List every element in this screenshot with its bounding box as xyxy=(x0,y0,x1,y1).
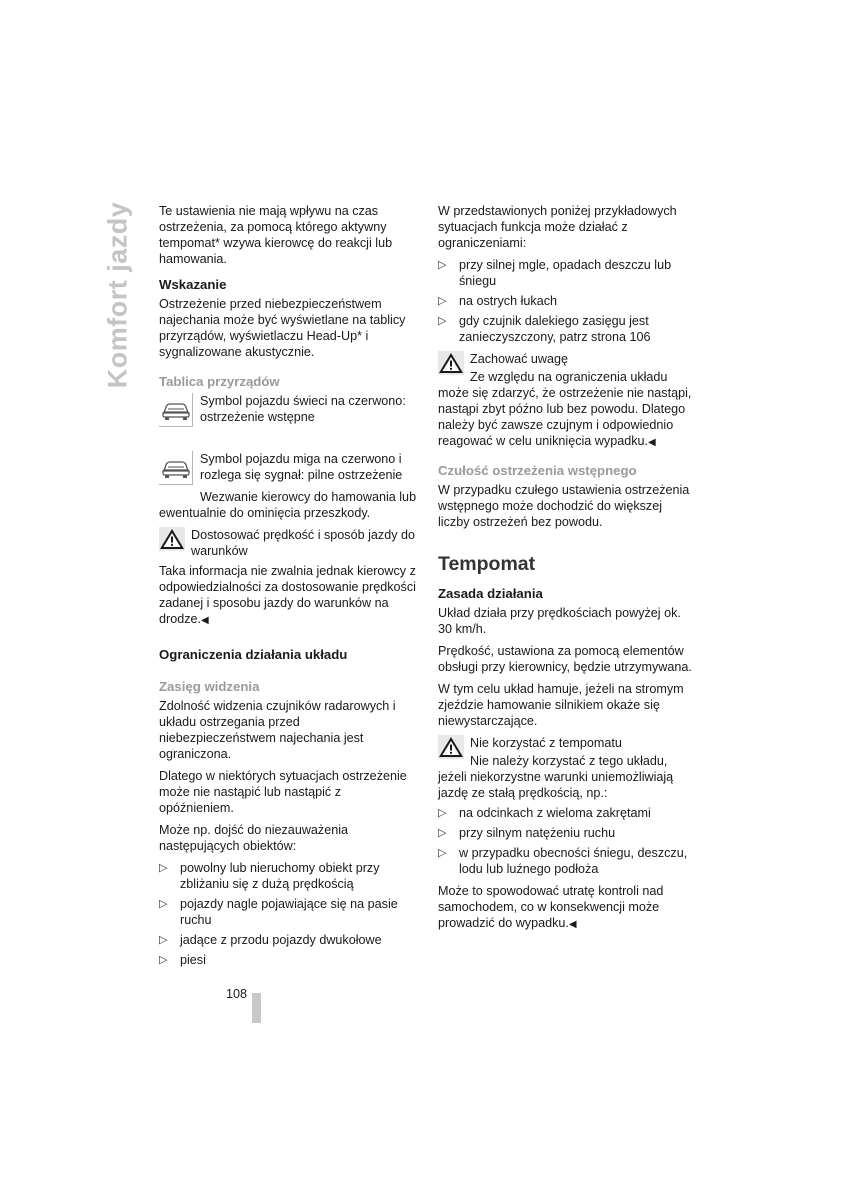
warning-triangle-icon xyxy=(159,527,185,551)
bullet-icon: ▷ xyxy=(438,315,447,327)
ograniczenia-heading: Ograniczenia działania układu xyxy=(159,647,348,662)
symbol-steady-text: Symbol pojazdu świeci na czerwono: ostrzeżenie wstępne xyxy=(200,394,406,424)
attention-warning-title: Zachować uwagę xyxy=(470,352,569,366)
bullet-icon: ▷ xyxy=(438,259,447,271)
page-marker-bar xyxy=(252,993,261,1023)
warning-triangle-icon xyxy=(438,735,464,759)
taka-paragraph xyxy=(159,563,417,629)
bullet-icon: ▷ xyxy=(159,898,168,910)
bullet-icon: ▷ xyxy=(159,862,168,874)
zasada-heading: Zasada działania xyxy=(438,586,543,601)
list-item: ▷ na ostrych łukach xyxy=(438,294,558,308)
left-column xyxy=(159,203,417,974)
car-warning-icon xyxy=(159,393,193,427)
speed-warning-note xyxy=(159,527,417,559)
right-intro-paragraph: W przedstawionych poniżej przykładowych sytuacjach funkcja może działać z ograniczeniami: xyxy=(438,204,677,250)
symbol-steady-row xyxy=(159,393,417,429)
list-item: ▷ jadące z przodu pojazdy dwukołowe xyxy=(159,933,382,947)
bullet-icon: ▷ xyxy=(438,807,447,819)
list-item: ▷ powolny lub nieruchomy obiekt przy zbliżaniu się z dużą prędkością xyxy=(159,861,380,891)
list-item: ▷ gdy czujnik dalekiego zasięgu jest zanieczyszczony, patrz strona 106 xyxy=(438,314,651,344)
wskazanie-heading: Wskazanie xyxy=(159,277,227,292)
objects-list xyxy=(159,860,417,968)
tempomat-warning-body: Nie należy korzystać z tego układu, jeżeli niekorzystne warunki uniemożliwiają jazdę ze stałą prędkością, np.: xyxy=(438,754,674,800)
zasieg-paragraph: Zdolność widzenia czujników radarowych i układu ostrzegania przed niebezpieczeństwem najechania jest ograniczona. xyxy=(159,699,396,761)
bullet-icon: ▷ xyxy=(159,954,168,966)
attention-warning-note xyxy=(438,351,696,451)
hamuje-paragraph: W tym celu układ hamuje, jeżeli na stromym zjeździe hamowanie silnikiem okaże się niewystarczające. xyxy=(438,682,684,728)
right-column xyxy=(438,203,696,939)
end-marker: ◀ xyxy=(568,919,577,930)
page-number: 108 xyxy=(226,987,248,1001)
speed-warning-title: Dostosować prędkość i sposób jazdy do xyxy=(191,528,416,542)
intro-paragraph: Te ustawienia nie mają wpływu na czas ostrzeżenia, za pomocą którego aktywny tempomat* wzywa kierowcę do reakcji lub hamowania. xyxy=(159,204,393,266)
czulosc-heading: Czułość ostrzeżenia wstępnego xyxy=(438,463,637,478)
bullet-icon: ▷ xyxy=(438,847,447,859)
list-item: ▷ przy silnym natężeniu ruchu xyxy=(438,826,616,840)
list-item: ▷ pojazdy nagle pojawiające się na pasie ruchu xyxy=(159,897,398,927)
end-marker: ◀ xyxy=(648,437,656,448)
warning-triangle-icon xyxy=(438,351,464,375)
symbol-flashing-row xyxy=(159,451,417,487)
attention-warning-body: Ze względu na ograniczenia układu może się zdarzyć, że ostrzeżenie nie nastąpi, nastąpi zbyt późno lub bez powodu. Dlatego należy być zawsze czujnym i odpowiednio reagować w celu uniknięcia wypadku.◀ xyxy=(438,370,692,448)
speed-warning-title-cont: warunków xyxy=(191,544,248,558)
situations-list xyxy=(438,257,696,345)
bullet-icon: ▷ xyxy=(438,827,447,839)
conditions-list xyxy=(438,805,696,877)
zasada-paragraph: Układ działa przy prędkościach powyżej ok. 30 km/h. xyxy=(438,606,681,636)
list-item: ▷ w przypadku obecności śniegu, deszczu, lodu lub luźnego podłoża xyxy=(438,846,688,876)
tempomat-warning-title: Nie korzystać z tempomatu xyxy=(470,736,622,750)
end-marker: ◀ xyxy=(201,615,209,626)
predkosc-paragraph: Prędkość, ustawiona za pomocą elementów obsługi przy kierownicy, będzie utrzymywana. xyxy=(438,644,692,674)
tempomat-heading: Tempomat xyxy=(438,553,536,575)
wskazanie-paragraph: Ostrzeżenie przed niebezpieczeństwem najechania może być wyświetlane na tablicy przyrządów, wyświetlaczu Head-Up* i sygnalizowane akustycznie. xyxy=(159,297,406,359)
symbol-flashing-text: Symbol pojazdu miga na czerwono i rozlega się sygnał: pilne ostrzeżenie xyxy=(200,452,403,482)
list-item: ▷ piesi xyxy=(159,953,206,967)
list-item: ▷ na odcinkach z wieloma zakrętami xyxy=(438,806,651,820)
section-side-title-text: Komfort jazdy xyxy=(102,201,133,389)
car-warning-icon xyxy=(159,451,193,485)
bullet-icon: ▷ xyxy=(159,934,168,946)
bullet-icon: ▷ xyxy=(438,295,447,307)
wezwanie-paragraph: Wezwanie kierowcy do hamowania lub ewentualnie do ominięcia przeszkody. xyxy=(159,490,417,520)
list-item: ▷ przy silnej mgle, opadach deszczu lub śniegu xyxy=(438,258,672,288)
zasieg-heading: Zasięg widzenia xyxy=(159,679,260,694)
final-paragraph: Może to spowodować utratę kontroli nad samochodem, co w konsekwencji może prowadzić do wypadku.◀ xyxy=(438,884,664,930)
taka-text: Taka informacja nie zwalnia jednak kierowcy z odpowiedzialności za dostosowanie prędkości zadanej i sposobu jazdy do warunków na drodze. xyxy=(159,564,416,626)
tablica-heading: Tablica przyrządów xyxy=(159,374,280,389)
moze-paragraph: Może np. dojść do niezauważenia następujących obiektów: xyxy=(159,823,349,853)
czulosc-paragraph: W przypadku czułego ustawienia ostrzeżenia wstępnego może dochodzić do większej liczby ostrzeżeń bez powodu. xyxy=(438,483,690,529)
section-side-title xyxy=(98,200,138,390)
dlatego-paragraph: Dlatego w niektórych sytuacjach ostrzeżenie może nie nastąpić lub nastąpić z opóźnieniem. xyxy=(159,769,407,815)
tempomat-warning-note xyxy=(438,735,696,801)
